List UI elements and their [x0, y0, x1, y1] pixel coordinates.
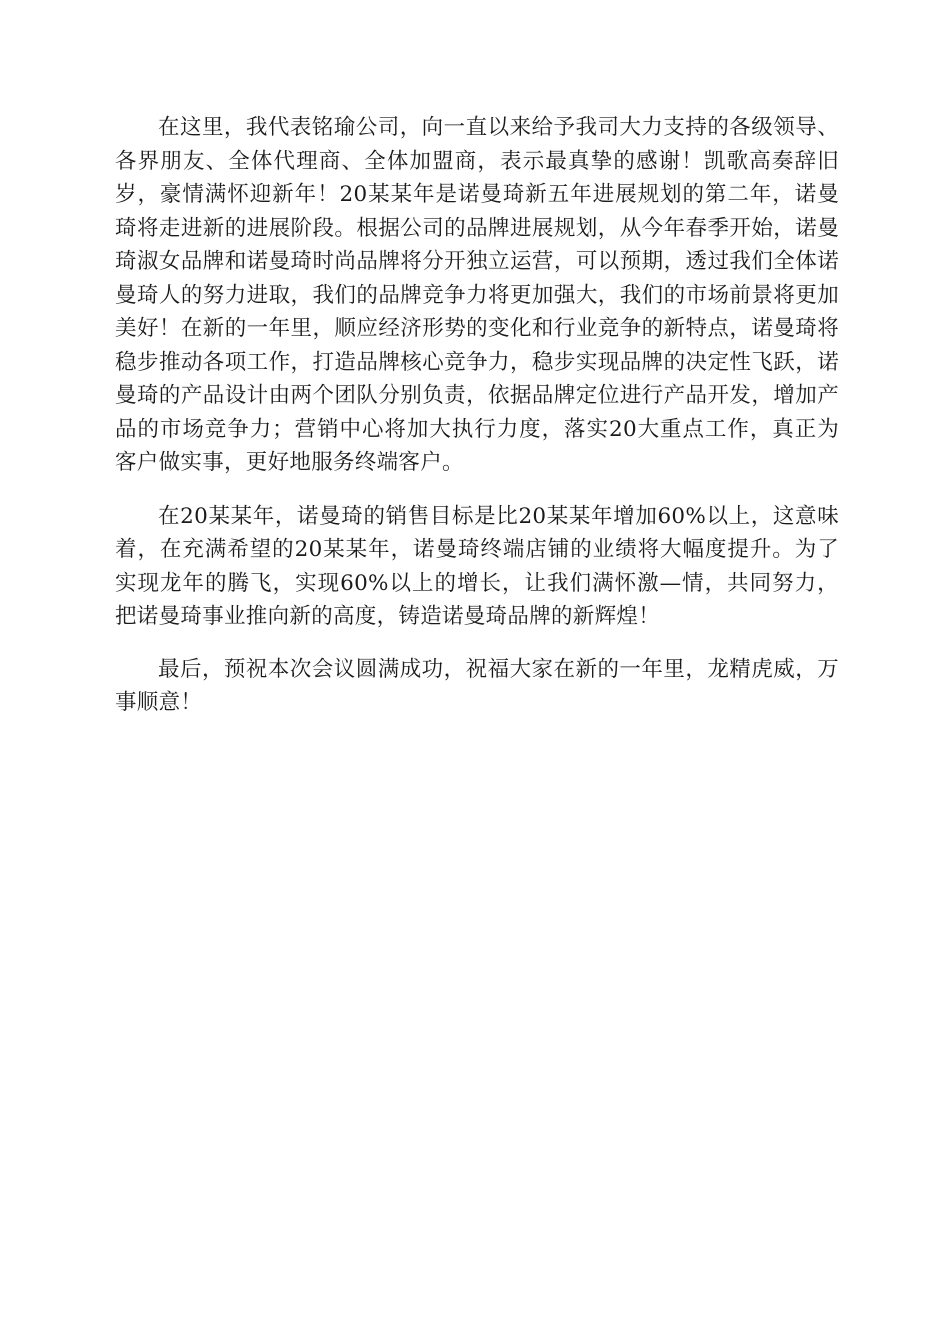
paragraph-thanks: 在这里，我代表铭瑜公司，向一直以来给予我司大力支持的各级领导、各界朋友、全体代理商、全体加盟商，表示最真挚的感谢！凯歌高奏辞旧岁，豪情满怀迎新年！20某某年是诺曼琦新五年进展规划的第二年，诺曼琦将走进新的进展阶段。根据公司的品牌进展规划，从今年春季开始，诺曼琦淑女品牌和诺曼琦时尚品牌将分开独立运营，可以预期，透过我们全体诺曼琦人的努力进取，我们的品牌竞争力将更加强大，我们的市场前景将更加美好！在新的一年里，顺应经济形势的变化和行业竞争的新特点，诺曼琦将稳步推动各项工作，打造品牌核心竞争力，稳步实现品牌的决定性飞跃，诺曼琦的产品设计由两个团队分别负责，依据品牌定位进行产品开发，增加产品的市场竞争力；营销中心将加大执行力度，落实20大重点工作，真正为客户做实事，更好地服务终端客户。 [115, 115, 839, 475]
document-body [115, 111, 839, 720]
paragraph-sales-target: 在20某某年，诺曼琦的销售目标是比20某某年增加60%以上，这意味着，在充满希望的20某某年，诺曼琦终端店铺的业绩将大幅度提升。为了实现龙年的腾飞，实现60%以上的增长，让我们满怀激—情，共同努力，把诺曼琦事业推向新的高度，铸造诺曼琦品牌的新辉煌！ [115, 503, 839, 629]
paragraph-closing-wishes: 最后，预祝本次会议圆满成功，祝福大家在新的一年里，龙精虎威，万事顺意！ [115, 656, 839, 715]
